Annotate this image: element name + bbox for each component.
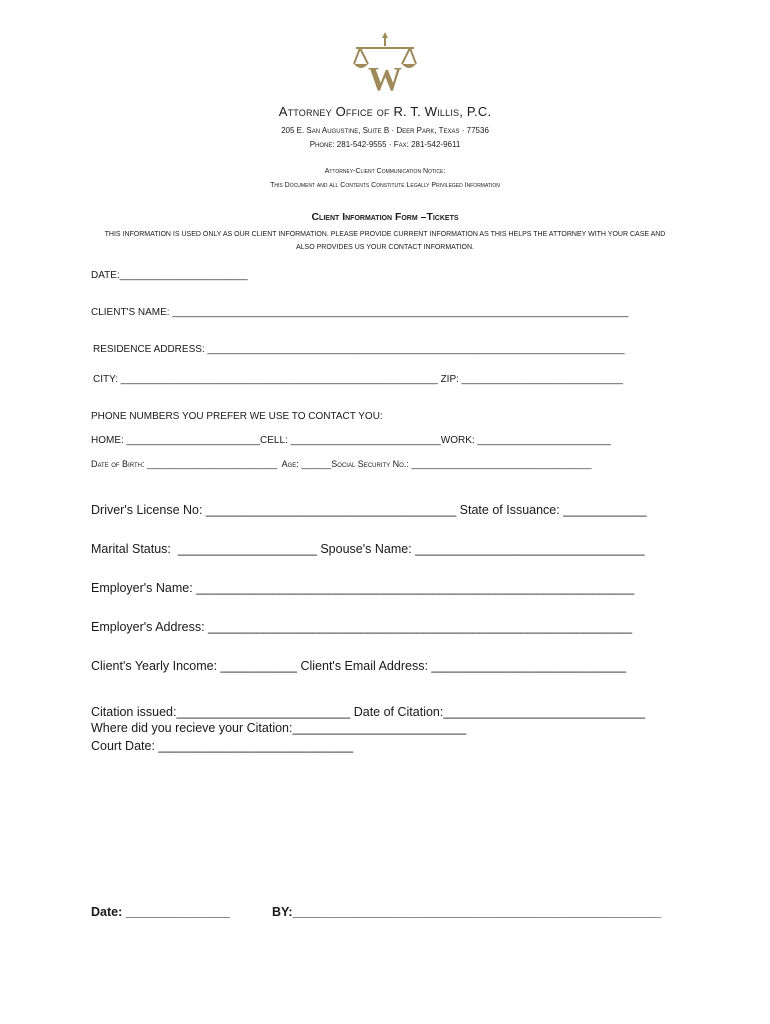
date-field[interactable]: DATE:_______________________ — [91, 270, 248, 281]
form-instructions-line2: ALSO PROVIDES US YOUR CONTACT INFORMATION. — [295, 244, 474, 251]
dob-age-ssn-field[interactable]: Date of Birth: __________________________ Age: ______Social Security No.: ____________________________________ — [91, 459, 592, 469]
phone-numbers-heading: PHONE NUMBERS YOU PREFER WE USE TO CONTACT YOU: — [91, 411, 383, 422]
citation-received-field[interactable]: Where did you recieve your Citation:_________________________ — [91, 721, 467, 735]
scales-of-justice-logo — [350, 32, 420, 94]
logo-pan-right — [402, 64, 416, 68]
logo-finial — [382, 32, 388, 38]
clients-name-field[interactable]: CLIENT'S NAME: __________________________________________________________________________________ — [91, 307, 629, 318]
marital-status-field[interactable]: Marital Status: ____________________ Spouse's Name: _________________________________ — [91, 542, 645, 556]
signature-by-field[interactable]: BY:_____________________________________________________ — [272, 905, 662, 919]
logo-string-right-a — [402, 48, 410, 64]
form-instructions-line1: THIS INFORMATION IS USED ONLY AS OUR CLIENT INFORMATION. PLEASE PROVIDE CURRENT INFORMATION AS THIS HELPS THE ATTORNEY WITH YOUR CASE AND — [104, 231, 666, 238]
employer-address-field[interactable]: Employer's Address: _____________________________________________________________ — [91, 620, 633, 634]
employer-name-field[interactable]: Employer's Name: _______________________________________________________________ — [91, 581, 635, 595]
residence-address-field[interactable]: RESIDENCE ADDRESS: ___________________________________________________________________________ — [93, 344, 625, 355]
city-zip-field[interactable]: CITY: _________________________________________________________ ZIP: _____________________________ — [93, 374, 623, 385]
logo-string-right-b — [410, 48, 416, 64]
firm-address: 205 E. San Augustine, Suite B · Deer Park, Texas · 77536 — [281, 126, 489, 135]
phone-numbers-field[interactable]: HOME: ________________________CELL: ___________________________WORK: ________________________ — [91, 435, 611, 446]
drivers-license-field[interactable]: Driver's License No: ____________________________________ State of Issuance: ____________ — [91, 503, 647, 517]
logo-letter: W — [368, 61, 402, 94]
firm-phone-fax: Phone: 281-542-9555 · Fax: 281-542-9611 — [309, 140, 461, 149]
form-title: Client Information Form –Tickets — [311, 211, 459, 223]
court-date-field[interactable]: Court Date: ____________________________ — [91, 739, 354, 753]
income-email-field[interactable]: Client's Yearly Income: ___________ Client's Email Address: ____________________________ — [91, 659, 627, 673]
signature-date-field[interactable]: Date: _______________ — [91, 905, 231, 919]
logo-string-left-b — [360, 48, 368, 64]
notice-body: This Document and all Contents Constitute Legally Privileged Information — [270, 182, 500, 189]
firm-name: Attorney Office of R. T. Willis, P.C. — [278, 104, 492, 119]
logo-string-left-a — [354, 48, 360, 64]
logo-pan-left — [354, 64, 368, 68]
notice-title: Attorney-Client Communication Notice: — [324, 168, 446, 175]
citation-issued-field[interactable]: Citation issued:_________________________ Date of Citation:_____________________________ — [91, 705, 645, 719]
